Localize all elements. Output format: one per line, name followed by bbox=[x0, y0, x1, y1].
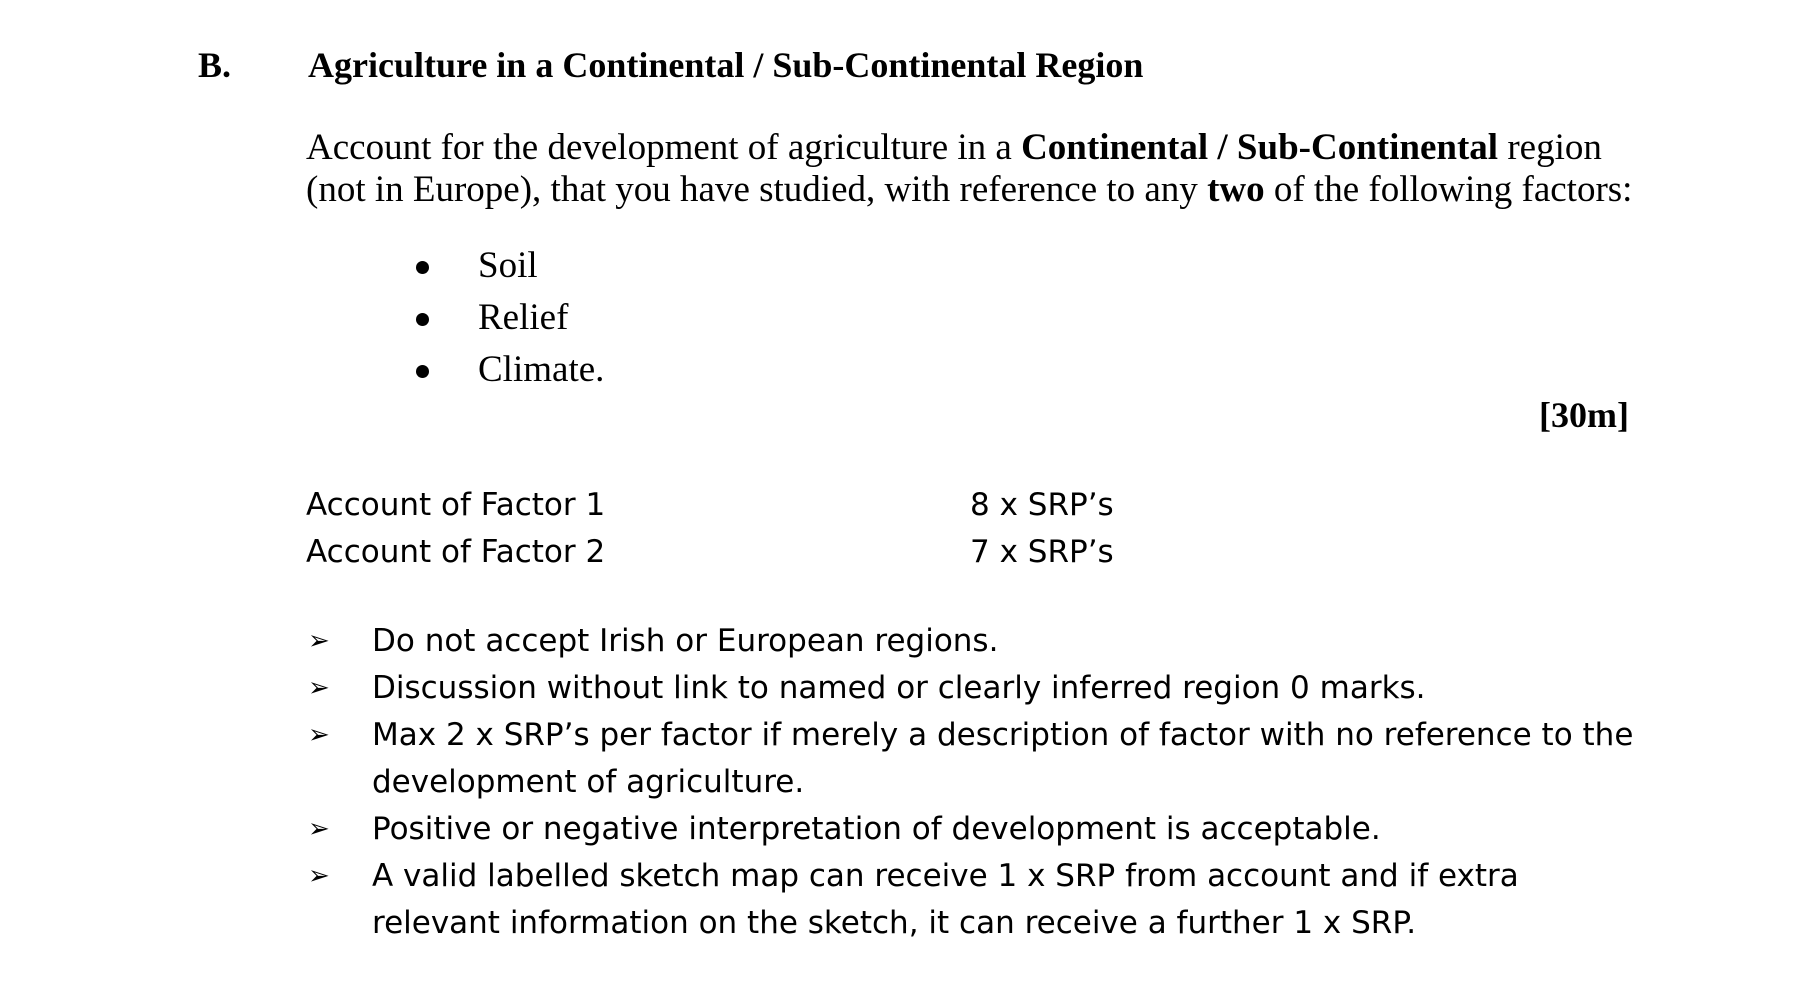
scheme-row bbox=[306, 529, 1206, 576]
factor-item bbox=[412, 240, 604, 292]
note-item bbox=[306, 712, 1646, 806]
arrowhead-icon: ➢ bbox=[308, 626, 330, 656]
note-text: Positive or negative interpretation of development is acceptable. bbox=[372, 811, 1381, 847]
section-title: Agriculture in a Continental / Sub-Continental Region bbox=[308, 45, 1144, 85]
question-text-part: (not in Europe), that you have studied, with reference to any bbox=[306, 169, 1208, 210]
bullet-icon bbox=[416, 313, 429, 326]
scheme-row bbox=[306, 482, 1206, 529]
note-item bbox=[306, 853, 1646, 947]
arrowhead-icon: ➢ bbox=[308, 673, 330, 703]
note-item bbox=[306, 665, 1646, 712]
bullet-icon bbox=[416, 365, 429, 378]
factor-item bbox=[412, 292, 604, 344]
question-text-part: region bbox=[1498, 127, 1602, 168]
scheme-value: 7 x SRP’s bbox=[970, 534, 1114, 570]
note-text: A valid labelled sketch map can receive 1 x SRP from account and if extra relevant information on the sketch, it can receive a further 1 x SRP. bbox=[372, 858, 1519, 941]
bullet-icon bbox=[416, 261, 429, 274]
factor-list bbox=[412, 240, 604, 396]
note-item bbox=[306, 806, 1646, 853]
note-text: Max 2 x SRP’s per factor if merely a description of factor with no reference to the development of agriculture. bbox=[372, 717, 1634, 800]
note-item bbox=[306, 618, 1646, 665]
section-letter: B. bbox=[198, 45, 232, 85]
question-text-part: of the following factors: bbox=[1264, 169, 1633, 210]
question-line-2 bbox=[306, 169, 1706, 211]
marking-scheme bbox=[306, 482, 1206, 576]
total-marks: [30m] bbox=[1539, 395, 1629, 435]
question-line-1 bbox=[306, 127, 1706, 169]
factor-item bbox=[412, 344, 604, 396]
scheme-label: Account of Factor 1 bbox=[306, 487, 606, 523]
question-text bbox=[306, 127, 1706, 211]
question-text-part: Account for the development of agriculture in a bbox=[306, 127, 1022, 168]
factor-label: Climate. bbox=[478, 349, 605, 390]
scheme-value: 8 x SRP’s bbox=[970, 487, 1114, 523]
note-text: Discussion without link to named or clearly inferred region 0 marks. bbox=[372, 670, 1426, 706]
marking-notes bbox=[306, 618, 1646, 947]
arrowhead-icon: ➢ bbox=[308, 720, 330, 750]
arrowhead-icon: ➢ bbox=[308, 814, 330, 844]
question-emphasis-count: two bbox=[1207, 169, 1265, 210]
factor-label: Soil bbox=[478, 245, 538, 286]
arrowhead-icon: ➢ bbox=[308, 861, 330, 891]
factor-label: Relief bbox=[478, 297, 569, 338]
scheme-label: Account of Factor 2 bbox=[306, 534, 606, 570]
note-text: Do not accept Irish or European regions. bbox=[372, 623, 999, 659]
question-emphasis-region: Continental / Sub-Continental bbox=[1021, 127, 1499, 168]
